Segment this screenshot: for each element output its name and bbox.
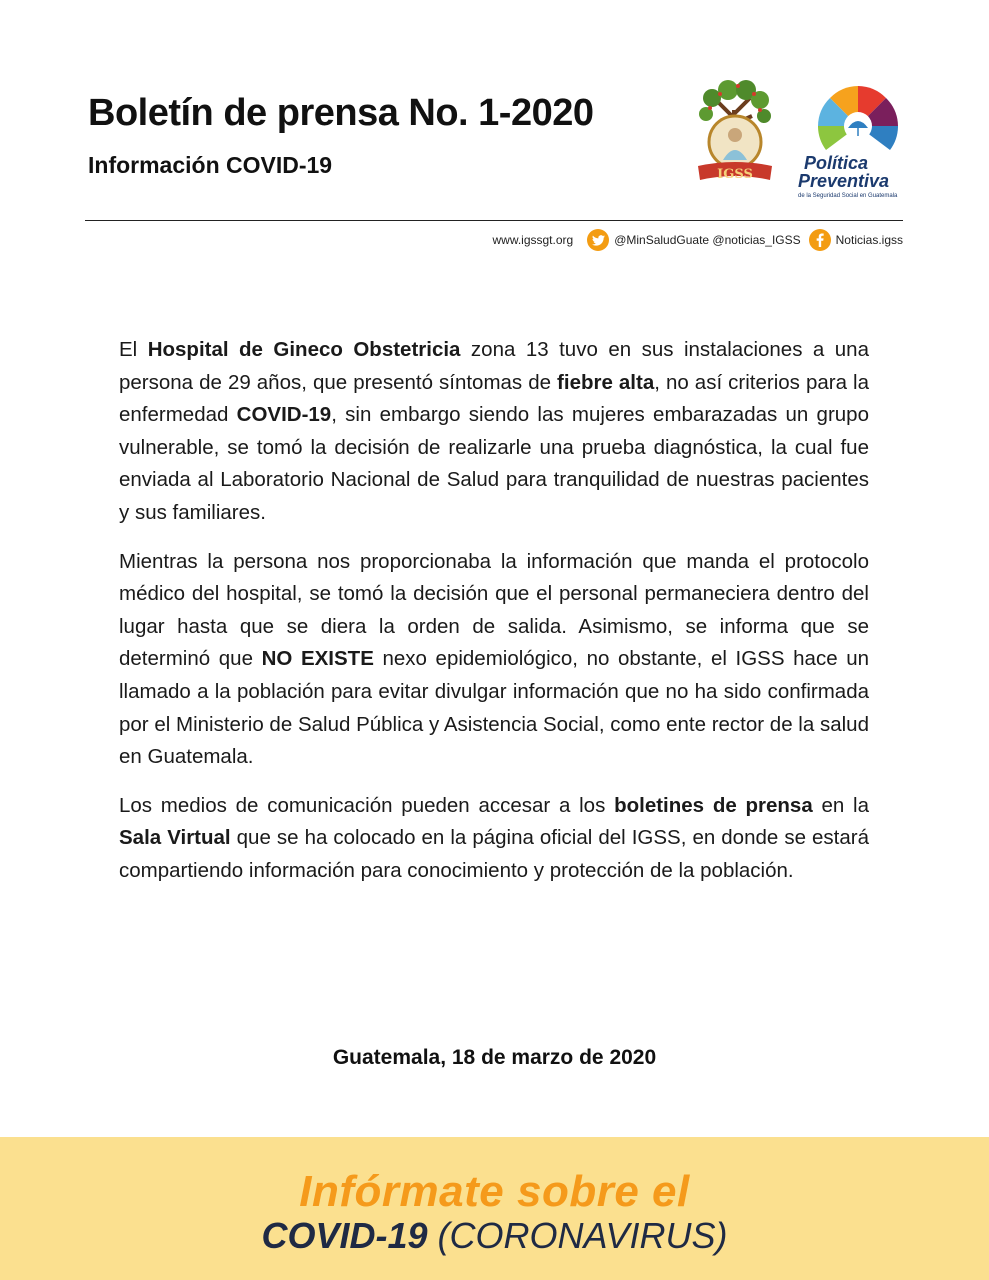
social-links — [492, 229, 903, 251]
text-run: El — [119, 338, 148, 361]
page-title: Boletín de prensa No. 1-2020 — [88, 92, 594, 134]
twitter-handles: @MinSaludGuate @noticias_IGSS — [614, 233, 801, 247]
pp-logo-line3: de la Seguridad Social en Guatemala — [798, 193, 898, 199]
bold-text: Sala Virtual — [119, 826, 231, 850]
press-release-body — [119, 334, 869, 904]
text-run: Los medios de comunicación pueden accesar a los — [119, 793, 615, 817]
bold-text: fiebre alta — [557, 370, 655, 394]
text-run: , no así criterios para la enfermedad — [119, 370, 869, 427]
page-subtitle: Información COVID-19 — [88, 152, 333, 178]
pp-logo-line2: Preventiva — [798, 171, 890, 191]
header-divider — [85, 220, 903, 221]
facebook-link[interactable] — [809, 229, 903, 251]
text-run: en la — [812, 793, 869, 817]
bold-text: NO EXISTE — [261, 647, 374, 671]
bold-text: boletines de prensa — [614, 793, 813, 817]
facebook-icon — [809, 229, 831, 251]
text-run: zona 13 tuvo en sus instalaciones a una persona de 29 años, que presentó síntomas de — [119, 338, 869, 394]
banner-coronavirus-label: (CORONAVIRUS) — [437, 1215, 728, 1256]
text-run: que se ha colocado en la página oficial del IGSS, en donde se estará compartiendo información para conocimiento y protección de la población. — [119, 826, 869, 882]
website-link[interactable]: www.igssgt.org — [492, 233, 574, 247]
banner-covid-label: COVID-19 — [261, 1215, 428, 1256]
paragraph-3 — [119, 790, 869, 888]
paragraph-1 — [119, 334, 869, 530]
facebook-page: Noticias.igss — [835, 233, 903, 247]
twitter-icon — [587, 229, 609, 251]
text-run: , sin embargo siendo las mujeres embarazadas un grupo vulnerable, se tomó la decisión de realizarle una prueba diagnóstica, la cual fue enviada al Laboratorio Nacional de Salud para tranquilidad de nuestras pacientes y sus familiares. — [119, 403, 869, 524]
banner-headline: Infórmate sobre el — [299, 1167, 690, 1216]
bold-text: COVID-19 — [236, 403, 332, 427]
pp-logo-line1: Política — [804, 153, 869, 173]
dateline: Guatemala, 18 de marzo de 2020 — [332, 1046, 657, 1069]
igss-logo-text: IGSS — [717, 167, 753, 182]
banner-subheadline — [0, 1215, 989, 1257]
igss-logo — [690, 80, 780, 188]
text-run: Mientras la persona nos proporcionaba la información que manda el protocolo médico del hospital, se tomó la decisión que el personal permaneciera dentro del lugar hasta que se diera la orden de salida. Asimismo, se informa que se determinó que — [119, 549, 869, 671]
text-run: nexo epidemiológico, no obstante, el IGSS hace un llamado a la población para evitar divulgar información que no ha sido confirmada por el Ministerio de Salud Pública y Asistencia Social, como ente rector de la salud en Guatemala. — [119, 647, 870, 769]
twitter-link[interactable] — [587, 229, 800, 251]
covid-info-banner — [0, 1137, 989, 1280]
politica-preventiva-logo — [798, 86, 906, 198]
bold-text: Hospital de Gineco Obstetricia — [147, 338, 461, 361]
paragraph-2 — [119, 546, 869, 774]
